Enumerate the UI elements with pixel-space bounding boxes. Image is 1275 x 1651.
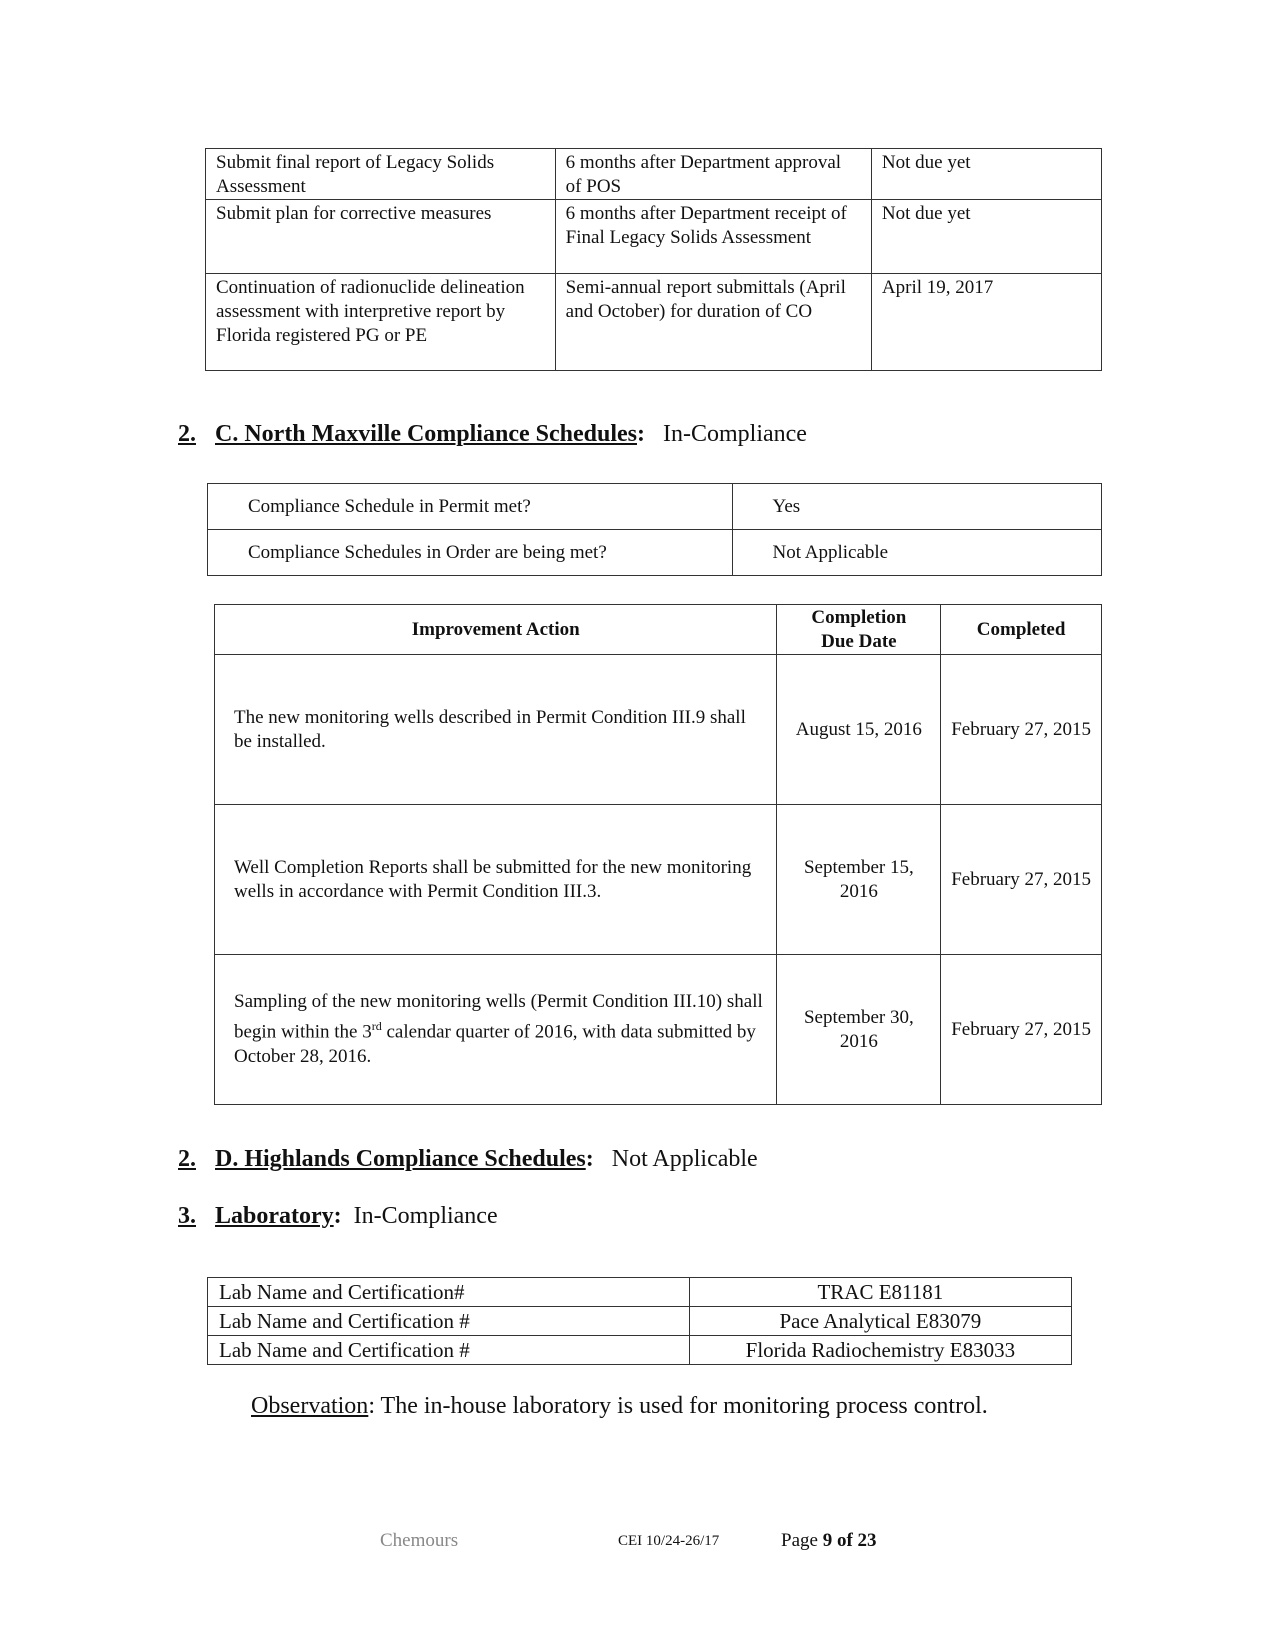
observation-text: : The in-house laboratory is used for monitoring process control. <box>368 1393 988 1419</box>
page-prefix: Page <box>781 1530 823 1551</box>
section-title: Laboratory <box>215 1203 334 1229</box>
section-2c-heading <box>178 421 807 448</box>
completed-cell: February 27, 2015 <box>941 655 1102 805</box>
table-row <box>215 805 1102 955</box>
section-title: C. North Maxville Compliance Schedules <box>215 421 637 447</box>
section-title: D. Highlands Compliance Schedules <box>215 1146 586 1172</box>
footer-company: Chemours <box>380 1530 459 1551</box>
status-cell: April 19, 2017 <box>871 274 1101 371</box>
answer-cell: Yes <box>732 484 1101 530</box>
answer-cell: Not Applicable <box>732 530 1101 576</box>
table-header-row <box>215 605 1102 655</box>
section-number: 2. <box>178 1146 196 1172</box>
section-2d-heading <box>178 1146 758 1173</box>
table-row <box>206 274 1102 371</box>
table-row <box>215 955 1102 1105</box>
page-of: of <box>832 1530 858 1551</box>
table-row <box>215 655 1102 805</box>
section-colon: : <box>585 1146 594 1172</box>
action-cell: Continuation of radionuclide delineation assessment with interpretive report by Florida registered PG or PE <box>206 274 556 371</box>
table-row <box>208 530 1102 576</box>
header-improvement-action: Improvement Action <box>215 605 777 655</box>
due-date-cell: September 30, 2016 <box>777 955 941 1105</box>
section-status: In-Compliance <box>662 421 807 447</box>
table-row <box>208 1307 1072 1336</box>
laboratory-table <box>207 1277 1072 1365</box>
legacy-solids-schedule-table <box>205 148 1102 371</box>
observation-label: Observation <box>251 1393 369 1419</box>
question-cell: Compliance Schedules in Order are being met? <box>208 530 733 576</box>
action-cell: The new monitoring wells described in Permit Condition III.9 shall be installed. <box>215 655 777 805</box>
lab-label-cell: Lab Name and Certification # <box>208 1336 690 1365</box>
action-cell: Submit final report of Legacy Solids Assessment <box>206 149 556 200</box>
header-line: Completion <box>811 606 907 628</box>
improvement-action-table <box>214 604 1102 1105</box>
header-line: Due Date <box>821 630 897 652</box>
action-cell <box>215 955 777 1105</box>
section-number: 3. <box>178 1203 196 1229</box>
due-date-cell: August 15, 2016 <box>777 655 941 805</box>
compliance-schedule-table <box>207 483 1102 576</box>
header-completion-due-date <box>777 605 941 655</box>
lab-label-cell: Lab Name and Certification # <box>208 1307 690 1336</box>
status-cell: Not due yet <box>871 149 1101 200</box>
completed-cell: February 27, 2015 <box>941 955 1102 1105</box>
table-row <box>208 484 1102 530</box>
page-num: 9 <box>822 1530 833 1551</box>
due-date-cell: September 15, 2016 <box>777 805 941 955</box>
lab-label-cell: Lab Name and Certification# <box>208 1278 690 1307</box>
action-text: calendar quarter of 2016, with data submitted by October 28, 2016. <box>234 1021 756 1067</box>
action-cell: Submit plan for corrective measures <box>206 200 556 274</box>
due-cell: 6 months after Department receipt of Final Legacy Solids Assessment <box>555 200 871 274</box>
action-text: Sampling of the new monitoring wells (Permit Condition III.10) shall begin within the 3 <box>234 991 763 1043</box>
completed-cell: February 27, 2015 <box>941 805 1102 955</box>
observation-paragraph <box>251 1393 988 1420</box>
table-row <box>208 1278 1072 1307</box>
due-cell: Semi-annual report submittals (April and October) for duration of CO <box>555 274 871 371</box>
question-cell: Compliance Schedule in Permit met? <box>208 484 733 530</box>
table-row <box>208 1336 1072 1365</box>
footer-page-number <box>781 1530 877 1552</box>
table-row <box>206 200 1102 274</box>
lab-value-cell: Florida Radiochemistry E83033 <box>689 1336 1071 1365</box>
page-total: 23 <box>857 1530 877 1551</box>
section-colon: : <box>636 421 645 447</box>
header-completed: Completed <box>941 605 1102 655</box>
due-cell: 6 months after Department approval of POS <box>555 149 871 200</box>
ordinal-suffix: rd <box>371 1019 382 1034</box>
section-3-heading <box>178 1203 498 1230</box>
section-number: 2. <box>178 421 196 447</box>
table-row <box>206 149 1102 200</box>
status-cell: Not due yet <box>871 200 1101 274</box>
section-status: In-Compliance <box>353 1203 498 1229</box>
lab-value-cell: Pace Analytical E83079 <box>689 1307 1071 1336</box>
footer-cei-date: CEI 10/24-26/17 <box>618 1533 720 1549</box>
lab-value-cell: TRAC E81181 <box>689 1278 1071 1307</box>
action-cell: Well Completion Reports shall be submitted for the new monitoring wells in accordance with Permit Condition III.3. <box>215 805 777 955</box>
section-status: Not Applicable <box>611 1146 758 1172</box>
section-colon: : <box>333 1203 342 1229</box>
